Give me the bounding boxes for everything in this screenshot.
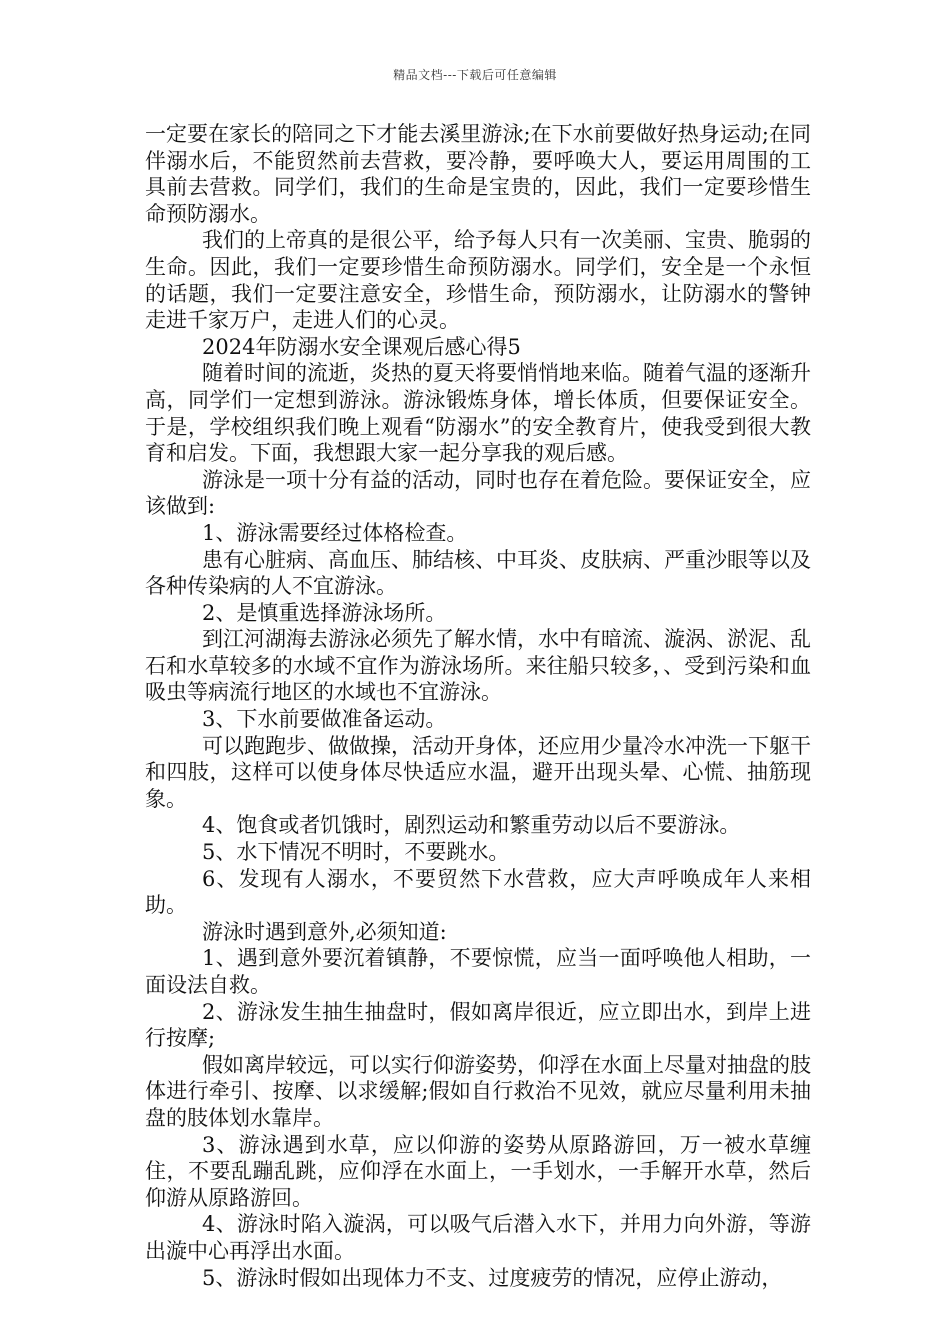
list-item: 2、游泳发生抽生抽盘时，假如离岸很近，应立即出水，到岸上进行按摩;	[145, 999, 811, 1051]
list-item: 3、下水前要做准备运动。	[202, 707, 447, 732]
list-item: 6、发现有人溺水，不要贸然下水营救，应大声呼唤成年人来相助。	[145, 866, 811, 918]
list-item: 3、游泳遇到水草，应以仰游的姿势从原路游回，万一被水草缠住，不要乱蹦乱跳，应仰浮在水面上，一手划水，一手解开水草，然后仰游从原路游回。	[145, 1132, 811, 1210]
paragraph: 游泳是一项十分有益的活动，同时也存在着危险。要保证安全，应该做到:	[145, 467, 811, 519]
document-body	[145, 121, 811, 1291]
list-item: 5、水下情况不明时，不要跳水。	[202, 840, 510, 865]
paragraph: 随着时间的流逝，炎热的夏天将要悄悄地来临。随着气温的逐渐升高，同学们一定想到游泳。游泳锻炼身体，增长体质，但要保证安全。于是，学校组织我们晚上观看“防溺水”的安全教育片，使我受到很大教育和启发。下面，我想跟大家一起分享我的观后感。	[145, 361, 811, 466]
list-item: 4、饱食或者饥饿时，剧烈运动和繁重劳动以后不要游泳。	[202, 813, 741, 838]
list-item: 1、遇到意外要沉着镇静，不要惊慌，应当一面呼唤他人相助，一面设法自救。	[145, 946, 811, 997]
paragraph: 到江河湖海去游泳必须先了解水情，水中有暗流、漩涡、淤泥、乱石和水草较多的水域不宜作为游泳场所。来往船只较多，、受到污染和血吸虫等病流行地区的水域也不宜游泳。	[145, 627, 811, 705]
paragraph: 可以跑跑步、做做操，活动开身体，还应用少量冷水冲洗一下躯干和四肢，这样可以使身体尽快适应水温，避开出现头晕、心慌、抽筋现象。	[145, 733, 811, 811]
list-item: 5、游泳时假如出现体力不支、过度疲劳的情况，应停止游动，	[202, 1265, 783, 1290]
section-title: 2024年防溺水安全课观后感心得5	[202, 334, 521, 359]
paragraph: 一定要在家长的陪同之下才能去溪里游泳;在下水前要做好热身运动;在同伴溺水后，不能贸然前去营救，要冷静，要呼唤大人，要运用周围的工具前去营救。同学们，我们的生命是宝贵的，因此，我们一定要珍惜生命预防溺水。	[145, 122, 811, 226]
paragraph: 患有心脏病、高血压、肺结核、中耳炎、皮肤病、严重沙眼等以及各种传染病的人不宜游泳。	[145, 547, 811, 599]
paragraph: 游泳时遇到意外,必须知道:	[202, 919, 447, 944]
page-header: 精品文档---下载后可任意编辑	[393, 68, 557, 82]
list-item: 4、游泳时陷入漩涡，可以吸气后潜入水下，并用力向外游，等游出漩中心再浮出水面。	[145, 1212, 811, 1263]
paragraph: 假如离岸较远，可以实行仰游姿势，仰浮在水面上尽量对抽盘的肢体进行牵引、按摩、以求缓解;假如自行救治不见效，就应尽量利用未抽盘的肢体划水靠岸。	[145, 1052, 811, 1130]
paragraph: 我们的上帝真的是很公平，给予每人只有一次美丽、宝贵、脆弱的生命。因此，我们一定要珍惜生命预防溺水。同学们，安全是一个永恒的话题，我们一定要注意安全，珍惜生命，预防溺水，让防溺水的警钟走进千家万户，走进人们的心灵。	[145, 228, 811, 333]
list-item: 1、游泳需要经过体格检查。	[202, 520, 468, 545]
list-item: 2、是慎重选择游泳场所。	[202, 600, 447, 625]
